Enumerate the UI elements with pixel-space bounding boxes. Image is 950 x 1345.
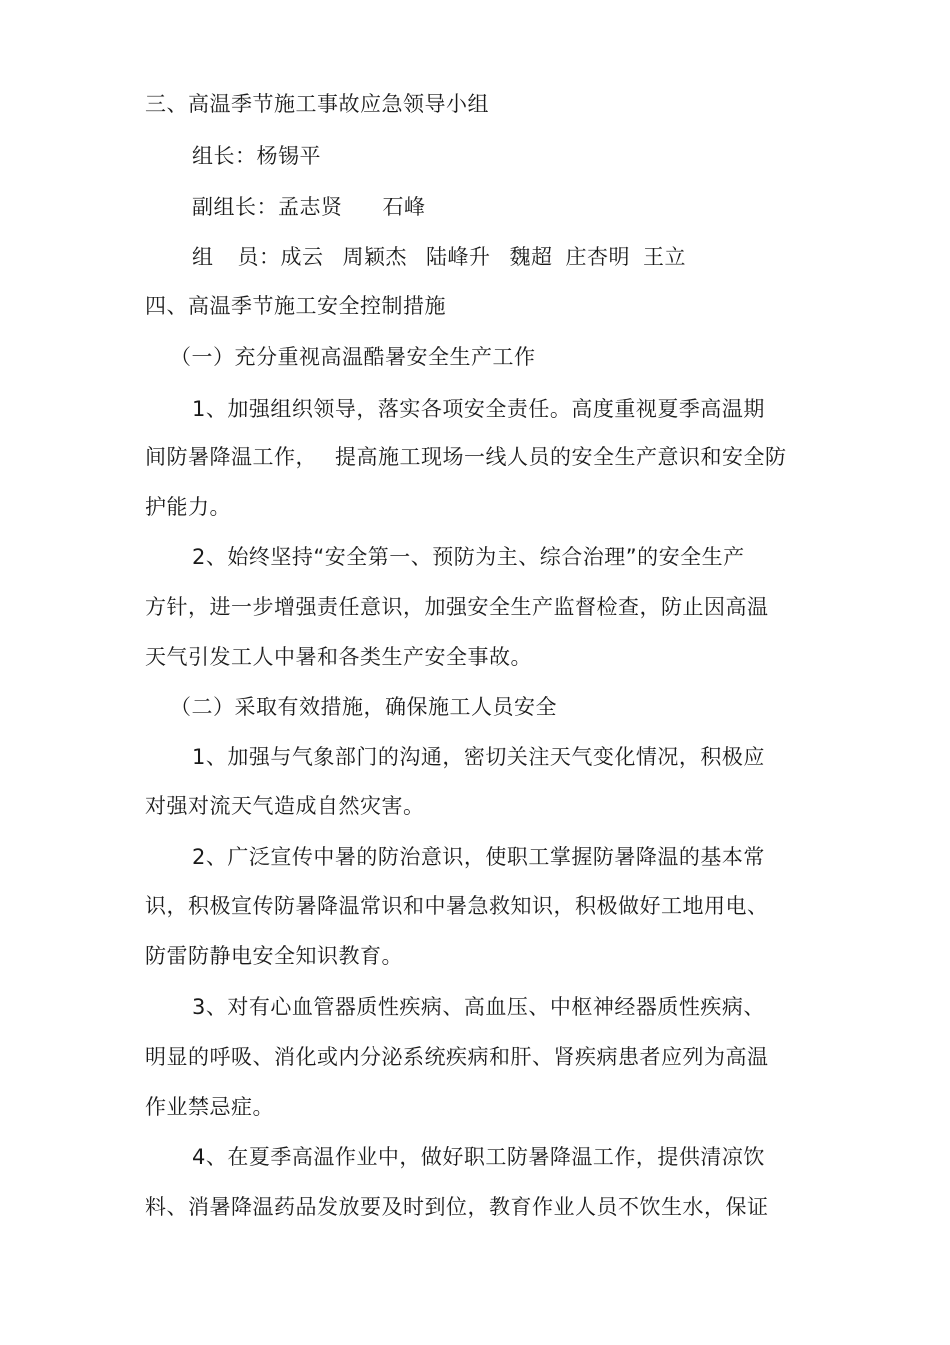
paragraph-line: 1、加强与气象部门的沟通，密切关注天气变化情况，积极应 (192, 745, 765, 769)
sub1-heading: （一）充分重视高温酷暑安全生产工作 (170, 345, 536, 369)
paragraph-line: 2、广泛宣传中暑的防治意识，使职工掌握防暑降温的基本常 (192, 845, 765, 869)
paragraph-line: 方针，进一步增强责任意识，加强安全生产监督检查，防止因高温 (145, 595, 769, 619)
section3-heading: 三、高温季节施工事故应急领导小组 (145, 92, 489, 116)
paragraph-line: 2、始终坚持“安全第一、预防为主、综合治理”的安全生产 (192, 545, 745, 569)
group-members (192, 243, 686, 271)
paragraph-line: 料、消暑降温药品发放要及时到位，教育作业人员不饮生水，保证 (145, 1195, 769, 1219)
deputy-leaders (192, 193, 426, 221)
paragraph-line: 天气引发工人中暑和各类生产安全事故。 (145, 645, 532, 669)
members-label-2: 员：成云 (237, 245, 324, 269)
paragraph-line: 护能力。 (145, 495, 231, 519)
paragraph-fragment: 提高施工现场一线人员的安全生产意识和安全防 (335, 445, 787, 469)
paragraph-line: 作业禁忌症。 (145, 1095, 274, 1119)
deputy-leader-2: 石峰 (382, 195, 426, 219)
paragraph-line: 对强对流天气造成自然灾害。 (145, 794, 425, 818)
sub2-heading: （二）采取有效措施，确保施工人员安全 (170, 695, 557, 719)
paragraph-line: 3、对有心血管器质性疾病、高血压、中枢神经器质性疾病、 (192, 995, 765, 1019)
member: 庄杏明 (565, 245, 630, 269)
group-leader: 组长：杨锡平 (192, 144, 321, 168)
section4-heading: 四、高温季节施工安全控制措施 (145, 294, 446, 318)
paragraph-line: 1、加强组织领导，落实各项安全责任。高度重视夏季高温期 (192, 397, 765, 421)
member: 周颖杰 (342, 245, 407, 269)
paragraph-line: 识，积极宣传防暑降温常识和中暑急救知识，积极做好工地用电、 (145, 894, 769, 918)
member: 王立 (643, 245, 686, 269)
member: 魏超 (509, 245, 553, 269)
paragraph-line: 明显的呼吸、消化或内分泌系统疾病和肝、肾疾病患者应列为高温 (145, 1045, 769, 1069)
paragraph-line: 4、在夏季高温作业中，做好职工防暑降温工作，提供清凉饮 (192, 1145, 765, 1169)
member: 陆峰升 (426, 245, 491, 269)
paragraph-fragment: 间防暑降温工作， (145, 445, 317, 469)
paragraph-line: 防雷防静电安全知识教育。 (145, 944, 403, 968)
deputy-leader-1: 副组长：孟志贤 (192, 195, 343, 219)
members-label-1: 组 (192, 245, 214, 269)
paragraph-line (145, 443, 787, 471)
